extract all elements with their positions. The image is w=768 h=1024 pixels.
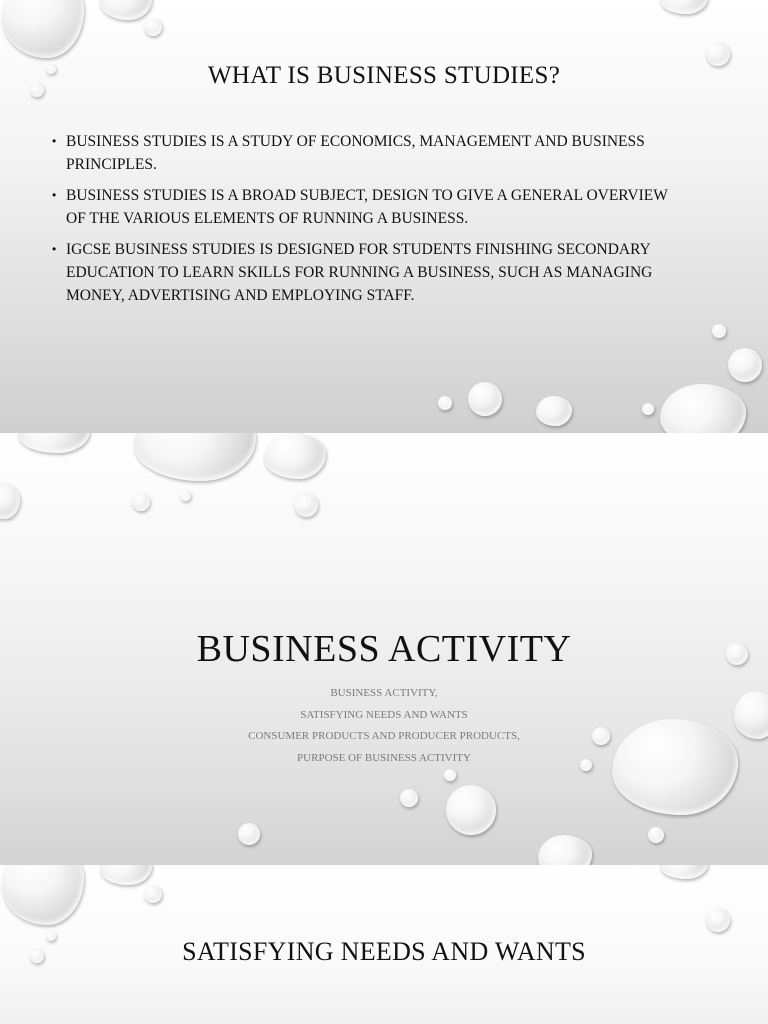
water-droplet-decoration <box>2 0 84 58</box>
water-droplet-decoration <box>144 18 162 36</box>
water-droplet-decoration <box>648 827 664 843</box>
water-droplet-decoration <box>660 865 708 879</box>
slide-business-activity <box>0 433 768 865</box>
water-droplet-decoration <box>264 433 326 479</box>
slide-title: WHAT IS BUSINESS STUDIES? <box>207 62 561 89</box>
water-droplet-decoration <box>712 324 726 338</box>
slide-title: SATISFYING NEEDS AND WANTS <box>182 937 586 966</box>
subtitle-line: SATISFYING NEEDS AND WANTS <box>300 708 468 721</box>
slide-title: BUSINESS ACTIVITY <box>196 628 572 670</box>
water-droplet-decoration <box>294 493 318 517</box>
bullet-item: • IGCSE BUSINESS STUDIES IS DESIGNED FOR STUDENTS FINISHING SECONDARY EDUCATION TO LEARN SKILLS FOR RUNNING A BUSINESS, SUCH AS MANAGING MONEY, ADVERTISING AND EMPLOYING STAFF. <box>48 238 688 307</box>
water-droplet-decoration <box>0 483 20 519</box>
water-droplet-decoration <box>444 769 456 781</box>
water-droplet-decoration <box>132 493 150 511</box>
bullet-item: • BUSINESS STUDIES IS A STUDY OF ECONOMICS, MANAGEMENT AND BUSINESS PRINCIPLES. <box>48 130 688 176</box>
water-droplet-decoration <box>18 433 90 453</box>
water-droplet-decoration <box>144 885 162 903</box>
slide-satisfying-needs-and-wants <box>0 865 768 1024</box>
subtitle-line: PURPOSE OF BUSINESS ACTIVITY <box>297 751 471 764</box>
water-droplet-decoration <box>2 865 84 925</box>
water-droplet-decoration <box>660 0 708 14</box>
water-droplet-decoration <box>538 835 592 865</box>
water-droplet-decoration <box>642 403 654 415</box>
water-droplet-decoration <box>728 348 762 382</box>
water-droplet-decoration <box>400 789 418 807</box>
water-droplet-decoration <box>438 396 452 410</box>
water-droplet-decoration <box>536 396 572 426</box>
slide-what-is-business-studies <box>0 0 768 433</box>
water-droplet-decoration <box>100 0 152 20</box>
water-droplet-decoration <box>660 384 746 433</box>
bullet-list <box>48 130 688 315</box>
water-droplet-decoration <box>100 865 152 885</box>
water-droplet-decoration <box>706 908 730 932</box>
subtitle-list <box>0 683 768 769</box>
water-droplet-decoration <box>468 382 502 416</box>
subtitle-line: CONSUMER PRODUCTS AND PRODUCER PRODUCTS, <box>248 730 520 742</box>
bullet-item: • BUSINESS STUDIES IS A BROAD SUBJECT, DESIGN TO GIVE A GENERAL OVERVIEW OF THE VARIOUS ELEMENTS OF RUNNING A BUSINESS. <box>48 184 688 230</box>
water-droplet-decoration <box>180 490 191 501</box>
water-droplet-decoration <box>446 785 496 835</box>
water-droplet-decoration <box>134 433 256 481</box>
subtitle-line: BUSINESS ACTIVITY, <box>330 687 438 699</box>
water-droplet-decoration <box>238 823 260 845</box>
